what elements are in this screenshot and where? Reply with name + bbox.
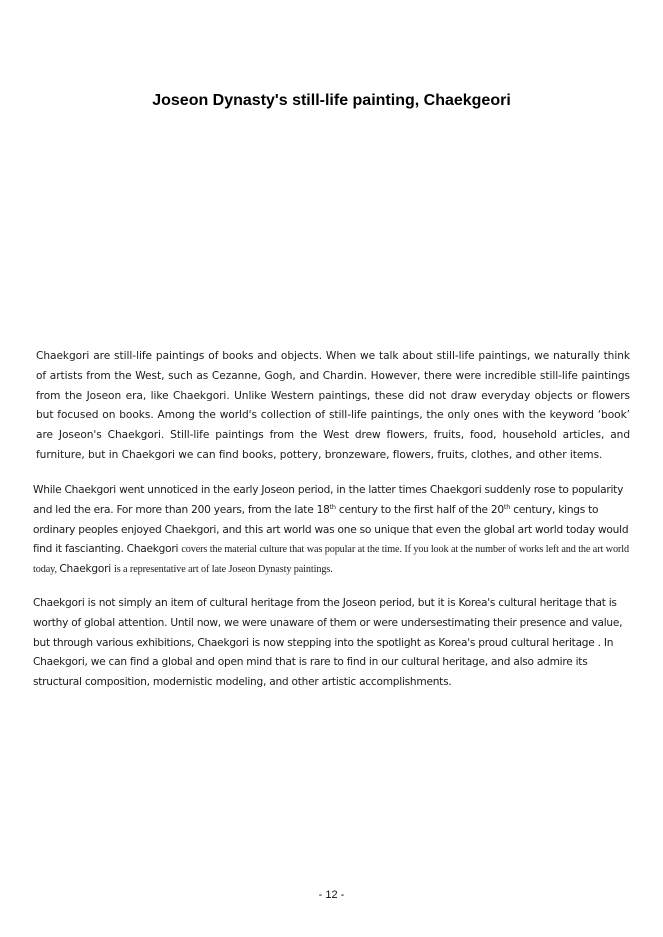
paragraph-history bbox=[33, 481, 633, 580]
paragraph-history-text-a: While Chaekgori went unnoticed in the early Joseon period, in the latter times Chaekgori suddenly rose to popularity and led the era. For more than 200 years, from the late 18 bbox=[33, 484, 624, 516]
paragraph-heritage: Chaekgori is not simply an item of cultural heritage from the Joseon period, but it is Korea's cultural heritage that is worthy of global attention. Until now, we were unaware of them or were undersestimating their presence and value, but through various exhibitions, Chaekgori is now stepping into the spotlight as Korea's proud cultural heritage . In Chaekgori, we can find a global and open mind that is rare to find in our cultural heritage, and also admire its structural composition, modernistic modeling, and other artistic accomplishments. bbox=[33, 597, 623, 689]
superscript-th-20: th bbox=[503, 502, 511, 511]
paragraph-intro: Chaekgori are still-life paintings of books and objects. When we talk about still-life paintings, we naturally think of artists from the West, such as Cezanne, Gogh, and Chardin. However, there were incredible still-life paintings from the Joseon era, like Chaekgori. Unlike Western paintings, these did not draw everyday objects or flowers but focused on books. Among the world's collection of still-life paintings, the only ones with the keyword ‘book’ are Joseon's Chaekgori. Still-life paintings from the West drew flowers, fruits, food, household articles, and furniture, but in Chaekgori we can find books, pottery, bronzeware, flowers, fruits, clothes, and other items. bbox=[36, 350, 630, 461]
page-number: - 12 - bbox=[318, 889, 345, 901]
superscript-th-18: th bbox=[329, 502, 336, 511]
paragraph-history-serif-b: is a representative art of late Joseon Dynasty paintings. bbox=[114, 564, 333, 576]
paragraph-history-serif-a: covers the material culture that was popular at the time. If you look at the number of works left and the art world today, bbox=[33, 544, 629, 576]
paragraph-history-text-c: century, kings to ordinary peoples enjoyed Chaekgori, and this art world was one so unique that even the global art world today would find it fascianting. Chaekgori bbox=[33, 503, 629, 556]
paragraph-history-text-b: century to the first half of the 20 bbox=[335, 503, 504, 516]
paragraph-history-text-d: Chaekgori bbox=[59, 563, 115, 576]
page-title: Joseon Dynasty's still-life painting, Chaekgeori bbox=[152, 92, 511, 109]
